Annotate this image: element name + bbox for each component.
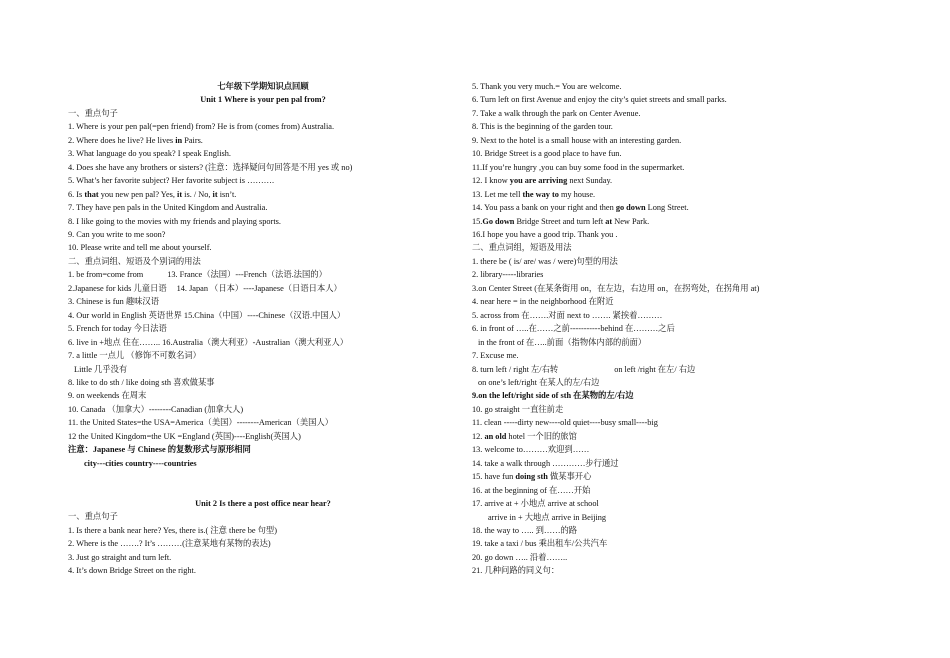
unit1-note: 注意：Japanese 与 Chinese 的复数形式与原形相同 (68, 445, 251, 455)
unit2-sentence: 4. It’s down Bridge Street on the right. (68, 566, 196, 576)
unit2-sentence: 11.If you’re hungry ,you can buy some food in the supermarket. (472, 162, 685, 172)
unit2-phrase: in the front of 在…..前面（指物体内部的前面） (478, 337, 647, 347)
unit1-phrase: 7. a little 一点儿 （修饰不可数名词） (68, 351, 201, 361)
unit2-phrase: 17. arrive at + 小地点 arrive at school (472, 499, 599, 509)
unit2-phrase: 16. at the beginning of 在……开始 (472, 485, 591, 495)
unit2-phrase: 13. welcome to………欢迎到…… (472, 445, 590, 455)
unit2-sentence: 5. Thank you very much.= You are welcome. (472, 82, 622, 91)
unit2-phrase: 1. there be ( is/ are/ was / were)句型的用法 (472, 256, 618, 266)
unit2-sentence: 7. Take a walk through the park on Center Avenue. (472, 108, 641, 118)
unit1-section-sentences: 一、重点句子 (68, 108, 118, 118)
unit2-sentence: 8. This is the beginning of the garden tour. (472, 122, 613, 132)
unit1-note-plurals: city---cities country----countries (84, 458, 197, 468)
unit1-phrase: 3. Chinese is fun 趣味汉语 (68, 297, 160, 307)
unit1-phrase: 10. Canada （加拿大）--------Canadian (加拿大人) (68, 404, 244, 414)
unit2-sentence: 15.Go down Bridge Street and turn left at New Park. (472, 216, 650, 226)
unit2-sentence: 2. Where is the …….? It’s ………(注意某地有某物的表达) (68, 539, 271, 549)
unit2-sentence: 13. Let me tell the way to my house. (472, 189, 596, 199)
unit2-section-phrases: 二、重点词组，短语及用法 (472, 243, 572, 253)
unit1-sentence: 5. What’s her favorite subject? Her favorite subject is ………. (68, 176, 275, 186)
unit1-sentence: 10. Please write and tell me about yourself. (68, 243, 212, 253)
unit1-sentence: 7. They have pen pals in the United Kingdom and Australia. (68, 203, 268, 213)
unit2-phrase: 18. the way to ….. 到……的路 (472, 525, 578, 535)
unit2-phrase: 3.on Center Street (在某条街用 on，在左边，右边用 on，在拐弯处，在拐角用 at) (472, 283, 760, 293)
unit1-sentence: 2. Where does he live? He lives in Pairs. (68, 135, 203, 145)
unit2-phrase: 12. an old hotel 一个旧的旅馆 (472, 431, 577, 441)
unit1-sentence: 3. What language do you speak? I speak English. (68, 149, 231, 159)
unit2-sentence: 14. You pass a bank on your right and then go down Long Street. (472, 203, 689, 213)
unit1-phrase: 6. live in +地点 住在…….. 16.Australia（澳大利亚）-Australian（澳大利亚人） (68, 337, 349, 347)
unit2-phrase: 15. have fun doing sth 做某事开心 (472, 472, 592, 482)
unit2-phrase: 8. turn left / right 左/右转 on left /right 在左/ 右边 (472, 364, 696, 374)
unit1-sentence: 4. Does she have any brothers or sisters? (注意：选择疑问句回答是不用 yes 或 no) (68, 162, 353, 172)
unit2-phrase: 9.on the left/right side of sth 在某物的左/右边 (472, 391, 634, 401)
unit2-sentence: 16.I hope you have a good trip. Thank you . (472, 229, 618, 239)
unit2-phrase: 4. near here = in the neighborhood 在附近 (472, 297, 614, 307)
unit1-phrase: 1. be from=come from 13. France（法国）---French（法语.法国的） (68, 270, 327, 280)
unit1-sentence: 6. Is that you new pen pal? Yes, it is. / No, it isn’t. (68, 189, 237, 199)
unit1-phrase: 12 the United Kingdom=the UK =England (英国)----English(英国人) (68, 431, 301, 441)
unit1-sentence: 8. I like going to the movies with my friends and playing sports. (68, 216, 281, 226)
unit2-sentence: 3. Just go straight and turn left. (68, 552, 172, 562)
unit2-heading: Unit 2 Is there a post office near hear? (195, 499, 331, 509)
unit2-phrase: 11. clean -----dirty new----old quiet----busy small----big (472, 418, 658, 428)
right-column (472, 80, 892, 578)
unit2-phrase: 21. 几种问路的同义句： (472, 566, 560, 576)
unit2-phrase: arrive in + 大地点 arrive in Beijing (488, 512, 607, 522)
unit2-phrase: 2. library-----libraries (472, 270, 544, 280)
unit2-phrase: 14. take a walk through …………步行通过 (472, 458, 619, 468)
unit1-phrase: 8. like to do sth / like doing sth 喜欢做某事 (68, 377, 215, 387)
unit2-sentence: 6. Turn left on first Avenue and enjoy the city’s quiet streets and small parks. (472, 95, 727, 105)
unit1-phrase: 11. the United States=the USA=America（美国）--------American（美国人） (68, 418, 334, 428)
unit2-sentence: 12. I know you are arriving next Sunday. (472, 176, 613, 186)
unit2-phrase: 6. in front of …..在……之前-----------behind 在………之后 (472, 324, 675, 334)
unit1-sentence: 9. Can you write to me soon? (68, 229, 166, 239)
unit2-phrase: on one’s left/right 在某人的左/右边 (478, 377, 600, 387)
unit1-sentence: 1. Where is your pen pal(=pen friend) from? He is from (comes from) Australia. (68, 122, 335, 132)
unit1-phrase: 5. French for today 今日法语 (68, 324, 167, 334)
unit1-phrase: Little 几乎没有 (74, 364, 128, 374)
unit1-phrase: 9. on weekends 在周末 (68, 391, 147, 401)
unit1-section-phrases: 二、重点词组、短语及个别词的用法 (68, 256, 201, 266)
unit1-heading: Unit 1 Where is your pen pal from? (200, 95, 326, 105)
unit1-phrase: 4. Our world in English 英语世界 15.China（中国）----Chinese（汉语.中国人） (68, 310, 346, 320)
unit2-section-sentences: 一、重点句子 (68, 512, 118, 522)
unit2-phrase: 19. take a taxi / bus 乘出租车/公共汽车 (472, 539, 608, 549)
document-title: 七年级下学期知识点回顾 (217, 82, 309, 91)
left-column (68, 80, 458, 578)
unit2-phrase: 7. Excuse me. (472, 351, 519, 361)
unit2-phrase: 5. across from 在…….对面 next to ……. 紧挨着……… (472, 310, 663, 320)
unit2-sentence: 1. Is there a bank near here? Yes, there is.( 注意 there be 句型) (68, 525, 277, 535)
unit2-phrase: 20. go down ….. 沿着…….. (472, 552, 568, 562)
unit2-phrase: 10. go straight 一直往前走 (472, 404, 564, 414)
unit2-sentence: 10. Bridge Street is a good place to have fun. (472, 149, 622, 159)
unit1-phrase: 2.Japanese for kids 儿童日语 14. Japan （日本）----Japanese（日语日本人） (68, 283, 342, 293)
unit2-sentence: 9. Next to the hotel is a small house with an interesting garden. (472, 135, 682, 145)
